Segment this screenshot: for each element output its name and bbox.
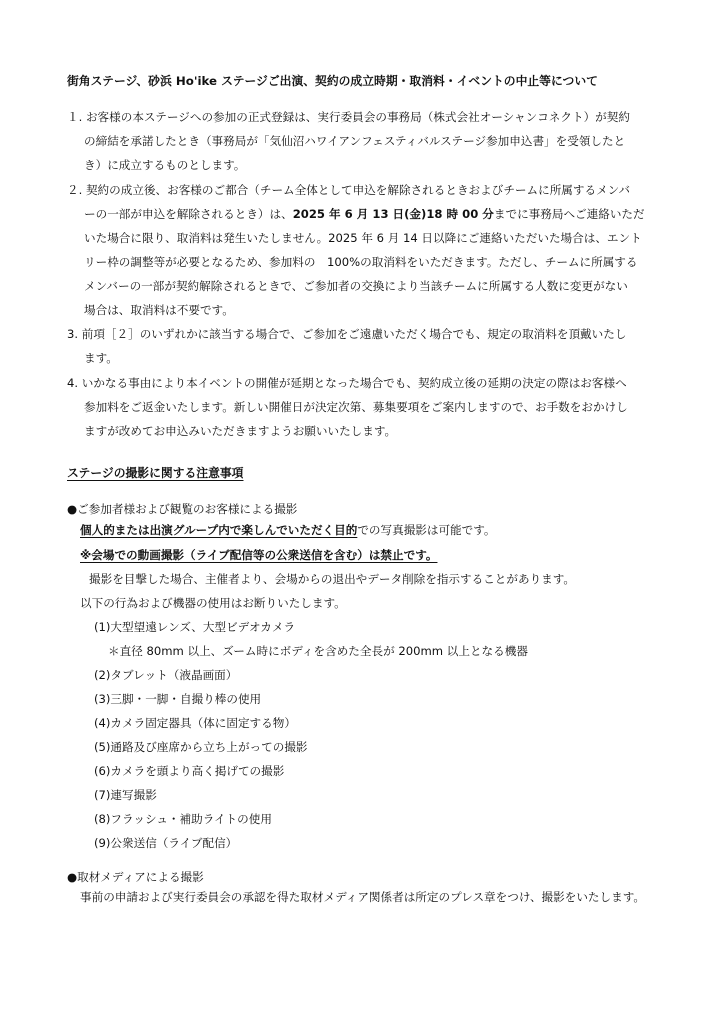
list-item: (1)大型望遠レンズ、大型ビデオカメラ	[94, 620, 296, 634]
item3-line: ます。	[84, 351, 118, 365]
item2-line: メンバーの一部が契約解除されるときで、ご参加者の交換により当該チームに所属する人数に変更がない	[84, 279, 628, 293]
section1-title: 街角ステージ、砂浜 Ho'ike ステージご出演、契約の成立時期・取消料・イベントの中止等について	[67, 74, 598, 88]
item4-line: 4. いかなる事由により本イベントの開催が延期となった場合でも、契約成立後の延期の決定の際はお客様へ	[67, 376, 627, 390]
item2-line: ２. 契約の成立後、お客様のご都合（チーム全体として申込を解除されるときおよびチームに所属するメンバ	[67, 183, 631, 197]
list-item: (6)カメラを頭より高く掲げての撮影	[94, 764, 285, 778]
item2-text: までに事務局へご連絡いただ	[493, 207, 645, 221]
item2-text: ーの一部が申込を解除されるとき）は、	[84, 207, 293, 221]
item2-line: 場合は、取消料は不要です。	[84, 303, 234, 317]
item1-line: の締結を承諾したとき（事務局が「気仙沼ハワイアンフェスティバルステージ参加申込書」を受領したと	[84, 134, 626, 148]
list-item-note: ＊直径 80mm 以上、ズーム時にボディを含めた全長が 200mm 以上となる機器	[108, 644, 528, 658]
item2-deadline-line	[84, 206, 645, 222]
list-item: (7)連写撮影	[94, 788, 157, 802]
item1-line: き）に成立するものとします。	[84, 158, 246, 172]
purpose-line	[80, 522, 496, 538]
section2-title: ステージの撮影に関する注意事項	[67, 466, 244, 480]
list-item: (3)三脚・一脚・自撮り棒の使用	[94, 692, 262, 706]
bullet1-heading: ●ご参加者様および観覧のお客様による撮影	[67, 502, 298, 516]
bullet2-heading: ●取材メディアによる撮影	[67, 870, 204, 884]
list-item: (8)フラッシュ・補助ライトの使用	[94, 812, 272, 826]
video-ban-notice: ※会場での動画撮影（ライブ配信等の公衆送信を含む）は禁止です。	[80, 548, 438, 562]
cancellation-deadline: 2025 年 6 月 13 日(金)18 時 00 分	[292, 207, 494, 221]
list-item: (4)カメラ固定器具（体に固定する物）	[94, 716, 296, 730]
item4-line: 参加料をご返金いたします。新しい開催日が決定次第、募集要項をご案内しますので、お手数をおかけし	[84, 400, 628, 414]
purpose-bold: 個人的または出演グループ内で楽しんでいただく目的	[80, 523, 358, 537]
list-item: (2)タブレット（液晶画面）	[94, 668, 238, 682]
item2-line: いた場合に限り、取消料は発生いたしません。2025 年 6 月 14 日以降にご連絡いただいた場合は、エント	[84, 231, 642, 245]
purpose-rest: での写真撮影は可能です。	[357, 523, 496, 537]
bullet2-text: 事前の申請および実行委員会の承認を得た取材メディア関係者は所定のプレス章をつけ、撮影をいたします。	[80, 890, 645, 904]
list-item: (9)公衆送信（ライブ配信）	[94, 836, 238, 850]
list-item: (5)通路及び座席から立ち上がっての撮影	[94, 740, 308, 754]
witness-note: 撮影を目撃した場合、主催者より、会場からの退出やデータ削除を指示することがあります。	[89, 572, 576, 586]
item2-line: リー枠の調整等が必要となるため、参加料の 100%の取消料をいただきます。ただし、チームに所属する	[84, 255, 638, 269]
item1-line: １. お客様の本ステージへの参加の正式登録は、実行委員会の事務局（株式会社オーシャンコネクト）が契約	[67, 110, 630, 124]
item4-line: ますが改めてお申込みいただきますようお願いいたします。	[84, 424, 397, 438]
item3-line: 3. 前項［２］のいずれかに該当する場合で、ご参加をご遠慮いただく場合でも、規定の取消料を頂戴いたし	[67, 327, 627, 341]
refusal-intro: 以下の行為および機器の使用はお断りいたします。	[80, 596, 346, 610]
